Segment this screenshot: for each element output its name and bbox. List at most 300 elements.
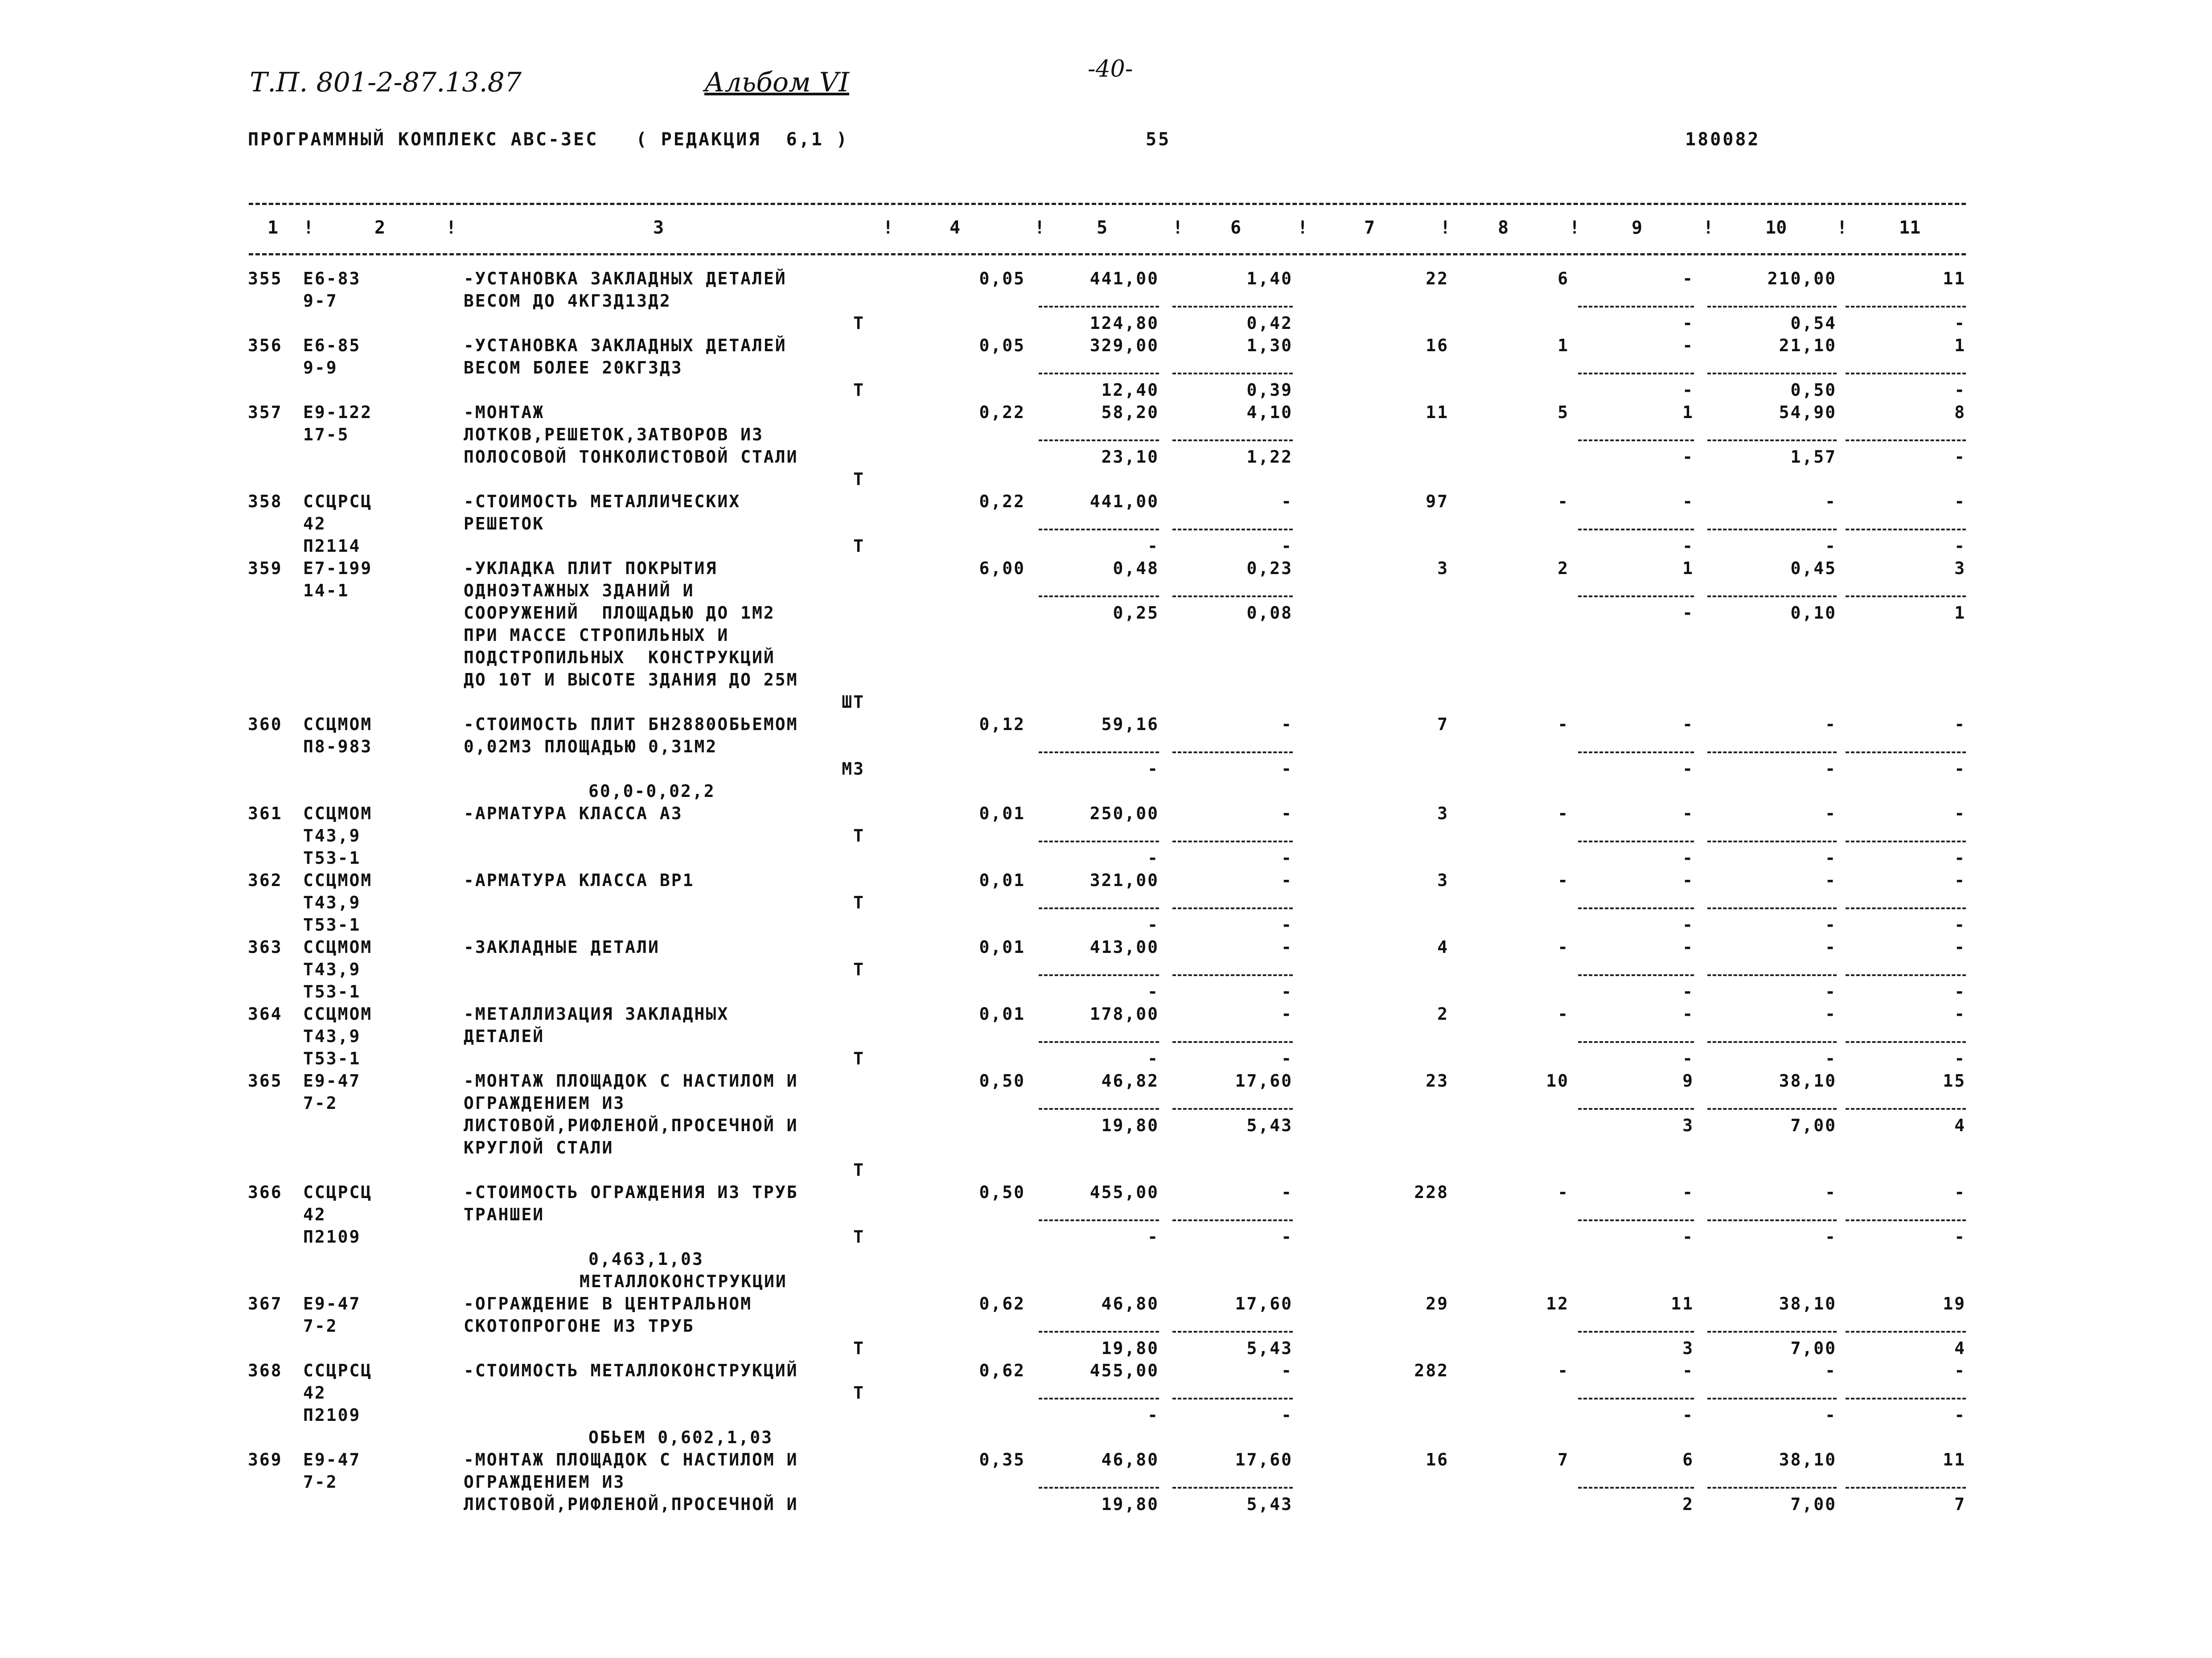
work-description: ОГРАЖДЕНИЕМ ИЗ <box>464 1093 625 1113</box>
row-line <box>0 312 2212 334</box>
work-description: ПОЛОСОВОЙ ТОНКОЛИСТОВОЙ СТАЛИ <box>464 447 798 467</box>
row-number: 364 <box>248 1004 283 1024</box>
quantity-value: 0,22 <box>979 402 1025 422</box>
machine-labor-total: - <box>1954 1049 1966 1068</box>
wage-value: - <box>1281 937 1293 957</box>
resource-code: ССЦМОМ <box>303 714 373 734</box>
machine-wage-total: - <box>1682 1405 1694 1425</box>
work-description: ВЕСОМ ДО 4КГЗД13Д2 <box>464 291 671 311</box>
row-number: 355 <box>248 269 283 288</box>
price-value: 178,00 <box>1090 1004 1159 1024</box>
row-line <box>0 446 2212 468</box>
subtotal-rule <box>1846 907 1966 909</box>
machine-wage-total: - <box>1682 759 1694 779</box>
work-description: КРУГЛОЙ СТАЛИ <box>464 1138 614 1157</box>
total-value: 22 <box>1426 269 1449 288</box>
resource-code: 42 <box>303 1383 326 1403</box>
subtotal-rule <box>1707 595 1837 597</box>
row-number: 357 <box>248 402 283 422</box>
measure-unit: Т <box>853 893 865 912</box>
price-value: 46,80 <box>1101 1294 1159 1313</box>
header-divider: ! <box>1440 218 1451 238</box>
subtotal-rule <box>1578 1487 1694 1489</box>
wage-total-value: 12 <box>1546 1294 1569 1313</box>
wage-total-value: 1 <box>1558 336 1569 355</box>
header-col-10: 10 <box>1765 218 1787 238</box>
row-line <box>0 691 2212 713</box>
work-description: ОГРАЖДЕНИЕМ ИЗ <box>464 1472 625 1492</box>
total-value: 7 <box>1437 714 1449 734</box>
machine-labor-total: - <box>1954 447 1966 467</box>
wage-value: - <box>1281 804 1293 823</box>
total-value: 3 <box>1437 558 1449 578</box>
machine-wage-value: - <box>1281 982 1293 1001</box>
subtotal-rule <box>1039 306 1159 308</box>
work-description: ДЕТАЛЕЙ <box>464 1026 545 1046</box>
row-number: 367 <box>248 1294 283 1313</box>
row-line <box>0 1047 2212 1070</box>
row-number: 366 <box>248 1182 283 1202</box>
row-note: 0,463,1,03 <box>588 1249 704 1269</box>
header-divider: ! <box>446 218 457 238</box>
row-line <box>0 802 2212 825</box>
machine-wage-value: - <box>1281 915 1293 935</box>
subtotal-rule <box>1039 1398 1159 1399</box>
labor-total-value: - <box>1954 1361 1966 1380</box>
labor-total-value: - <box>1954 1004 1966 1024</box>
labor-total-value: - <box>1954 804 1966 823</box>
row-line <box>0 1114 2212 1137</box>
subtotal-rule <box>1707 1219 1837 1221</box>
resource-code: ССЦРСЦ <box>303 1361 373 1380</box>
row-line <box>0 624 2212 646</box>
machine-labor-value: 0,50 <box>1790 380 1837 400</box>
wage-total-value: - <box>1558 804 1569 823</box>
resource-code: ССЦМОМ <box>303 870 373 890</box>
labor-value: - <box>1825 804 1837 823</box>
machine-wage-value: - <box>1281 759 1293 779</box>
machine-total-value: - <box>1682 714 1694 734</box>
table-row <box>0 334 2212 401</box>
subtotal-rule <box>1172 529 1293 530</box>
price-value: 46,80 <box>1101 1450 1159 1469</box>
labor-total-value: 3 <box>1954 558 1966 578</box>
price-value: 46,82 <box>1101 1071 1159 1091</box>
table-row <box>0 869 2212 936</box>
subtotal-rule <box>1707 306 1837 308</box>
resource-code: ССЦМОМ <box>303 804 373 823</box>
labor-total-value: - <box>1954 492 1966 511</box>
subtotal-rule <box>1039 1331 1159 1333</box>
machine-total-value: 6 <box>1682 1450 1694 1469</box>
table-row <box>0 557 2212 713</box>
row-line <box>0 1025 2212 1047</box>
work-description: -МЕТАЛЛИЗАЦИЯ ЗАКЛАДНЫХ <box>464 1004 729 1024</box>
price-value: 413,00 <box>1090 937 1159 957</box>
row-line <box>0 513 2212 535</box>
resource-code: 42 <box>303 1205 326 1224</box>
wage-value: - <box>1281 1004 1293 1024</box>
resource-code: Е6-83 <box>303 269 361 288</box>
machine-labor-total: - <box>1954 982 1966 1001</box>
document-number: 180082 <box>1685 129 1760 150</box>
work-description: СООРУЖЕНИЙ ПЛОЩАДЬЮ ДО 1М2 <box>464 603 775 623</box>
row-number: 369 <box>248 1450 283 1469</box>
row-line <box>0 646 2212 669</box>
row-line <box>0 602 2212 624</box>
labor-value: - <box>1825 492 1837 511</box>
measure-unit: Т <box>853 1227 865 1247</box>
subtotal-rule <box>1846 595 1966 597</box>
row-line <box>0 267 2212 290</box>
machine-price-value: 19,80 <box>1101 1116 1159 1135</box>
resource-code: Е7-199 <box>303 558 373 578</box>
machine-price-value: 124,80 <box>1090 313 1159 333</box>
wage-value: 1,40 <box>1246 269 1293 288</box>
machine-price-value: - <box>1147 1227 1159 1247</box>
row-line <box>0 379 2212 401</box>
resource-code: П2109 <box>303 1227 361 1247</box>
row-line <box>0 825 2212 847</box>
machine-wage-value: 5,43 <box>1246 1116 1293 1135</box>
subtotal-rule <box>1846 373 1966 374</box>
machine-total-value: - <box>1682 1361 1694 1380</box>
price-value: 0,48 <box>1113 558 1159 578</box>
table-row <box>0 1181 2212 1248</box>
subtotal-rule <box>1707 1041 1837 1043</box>
table-header-rule <box>249 253 1966 255</box>
resource-code: П2109 <box>303 1405 361 1425</box>
header-col-6: 6 <box>1230 218 1242 238</box>
labor-value: 38,10 <box>1779 1071 1837 1091</box>
machine-labor-total: - <box>1954 1405 1966 1425</box>
resource-code: Е9-47 <box>303 1294 361 1313</box>
row-line <box>0 1092 2212 1114</box>
machine-wage-total: 3 <box>1682 1116 1694 1135</box>
row-note-line <box>0 780 2212 802</box>
album-label: Альбом VI <box>704 67 849 98</box>
labor-value: - <box>1825 1004 1837 1024</box>
subtotal-rule <box>1707 974 1837 976</box>
measure-unit: Т <box>853 469 865 489</box>
subtotal-rule <box>1707 1108 1837 1110</box>
machine-price-value: 19,80 <box>1101 1494 1159 1514</box>
work-description: ПРИ МАССЕ СТРОПИЛЬНЫХ И <box>464 625 729 645</box>
row-note: ОБЬЕМ 0,602,1,03 <box>588 1428 773 1447</box>
machine-wage-total: - <box>1682 982 1694 1001</box>
price-value: 441,00 <box>1090 269 1159 288</box>
subtotal-rule <box>1846 1331 1966 1333</box>
quantity-value: 0,62 <box>979 1294 1025 1313</box>
subtotal-rule <box>1578 907 1694 909</box>
resource-code: ССЦМОМ <box>303 1004 373 1024</box>
subtotal-rule <box>1039 439 1159 441</box>
machine-labor-value: 7,00 <box>1790 1494 1837 1514</box>
subtotal-rule <box>1172 841 1293 842</box>
resource-code: Т43,9 <box>303 960 361 979</box>
wage-total-value: 7 <box>1558 1450 1569 1469</box>
work-description: -СТОИМОСТЬ ОГРАЖДЕНИЯ ИЗ ТРУБ <box>464 1182 798 1202</box>
subtotal-rule <box>1172 595 1293 597</box>
machine-labor-value: 1,57 <box>1790 447 1837 467</box>
subtotal-rule <box>1846 1219 1966 1221</box>
quantity-value: 0,05 <box>979 269 1025 288</box>
machine-price-value: - <box>1147 759 1159 779</box>
subtotal-rule <box>1578 306 1694 308</box>
machine-labor-value: - <box>1825 982 1837 1001</box>
table-row <box>0 936 2212 1003</box>
row-number: 363 <box>248 937 283 957</box>
wage-value: 4,10 <box>1246 402 1293 422</box>
machine-labor-value: - <box>1825 848 1837 868</box>
row-line <box>0 1382 2212 1404</box>
quantity-value: 6,00 <box>979 558 1025 578</box>
subtotal-rule <box>1039 841 1159 842</box>
header-col-3: 3 <box>653 218 664 238</box>
measure-unit: Т <box>853 1160 865 1180</box>
labor-value: - <box>1825 1182 1837 1202</box>
machine-price-value: - <box>1147 1049 1159 1068</box>
row-line <box>0 958 2212 981</box>
resource-code: 7-2 <box>303 1316 338 1336</box>
labor-total-value: 11 <box>1943 269 1966 288</box>
subtotal-rule <box>1846 841 1966 842</box>
work-description: РЕШЕТОК <box>464 514 545 534</box>
wage-total-value: 10 <box>1546 1071 1569 1091</box>
machine-labor-total: 4 <box>1954 1116 1966 1135</box>
row-line <box>0 847 2212 869</box>
subtotal-rule <box>1707 373 1837 374</box>
labor-value: 21,10 <box>1779 336 1837 355</box>
row-line <box>0 869 2212 891</box>
wage-total-value: 6 <box>1558 269 1569 288</box>
machine-price-value: - <box>1147 536 1159 556</box>
work-description: ЛОТКОВ,РЕШЕТОК,ЗАТВОРОВ ИЗ <box>464 425 764 444</box>
machine-wage-total: 2 <box>1682 1494 1694 1514</box>
subtotal-rule <box>1172 1487 1293 1489</box>
work-description: ВЕСОМ БОЛЕЕ 20КГЗД3 <box>464 358 683 378</box>
total-value: 23 <box>1426 1071 1449 1091</box>
work-description: ЛИСТОВОЙ,РИФЛЕНОЙ,ПРОСЕЧНОЙ И <box>464 1116 798 1135</box>
labor-value: 210,00 <box>1767 269 1837 288</box>
measure-unit: М3 <box>842 759 865 779</box>
machine-labor-total: - <box>1954 848 1966 868</box>
resource-code: Т53-1 <box>303 848 361 868</box>
wage-total-value: - <box>1558 714 1569 734</box>
work-description: СКОТОПРОГОНЕ ИЗ ТРУБ <box>464 1316 695 1336</box>
wage-total-value: 5 <box>1558 402 1569 422</box>
subtotal-rule <box>1846 529 1966 530</box>
work-description: ПОДСТРОПИЛЬНЫХ КОНСТРУКЦИЙ <box>464 648 775 667</box>
machine-price-value: - <box>1147 982 1159 1001</box>
work-description: -АРМАТУРА КЛАССА ВР1 <box>464 870 695 890</box>
subtotal-rule <box>1846 306 1966 308</box>
wage-total-value: - <box>1558 1361 1569 1380</box>
machine-labor-value: 0,54 <box>1790 313 1837 333</box>
row-note-line <box>0 1248 2212 1270</box>
quantity-value: 0,01 <box>979 870 1025 890</box>
total-value: 16 <box>1426 336 1449 355</box>
subtotal-rule <box>1707 751 1837 753</box>
machine-total-value: 9 <box>1682 1071 1694 1091</box>
wage-value: - <box>1281 1182 1293 1202</box>
row-line <box>0 713 2212 735</box>
resource-code: Е9-47 <box>303 1450 361 1469</box>
wage-value: - <box>1281 714 1293 734</box>
subtotal-rule <box>1039 595 1159 597</box>
machine-total-value: - <box>1682 937 1694 957</box>
row-line <box>0 1203 2212 1226</box>
header-col-2: 2 <box>374 218 386 238</box>
resource-code: Т53-1 <box>303 915 361 935</box>
subtotal-rule <box>1039 751 1159 753</box>
row-line <box>0 981 2212 1003</box>
machine-wage-value: 0,42 <box>1246 313 1293 333</box>
labor-total-value: 19 <box>1943 1294 1966 1313</box>
row-number: 362 <box>248 870 283 890</box>
subtotal-rule <box>1172 751 1293 753</box>
wage-value: 0,23 <box>1246 558 1293 578</box>
subtotal-rule <box>1172 306 1293 308</box>
subtotal-rule <box>1172 974 1293 976</box>
price-value: 321,00 <box>1090 870 1159 890</box>
machine-total-value: - <box>1682 870 1694 890</box>
total-value: 4 <box>1437 937 1449 957</box>
row-line <box>0 535 2212 557</box>
total-value: 29 <box>1426 1294 1449 1313</box>
work-description: -МОНТАЖ <box>464 402 545 422</box>
machine-wage-value: - <box>1281 1049 1293 1068</box>
machine-wage-value: - <box>1281 536 1293 556</box>
machine-labor-total: 4 <box>1954 1338 1966 1358</box>
machine-wage-value: 1,22 <box>1246 447 1293 467</box>
quantity-value: 0,12 <box>979 714 1025 734</box>
machine-wage-value: 5,43 <box>1246 1338 1293 1358</box>
subtotal-rule <box>1039 1108 1159 1110</box>
machine-labor-value: - <box>1825 759 1837 779</box>
subtotal-rule <box>1578 1219 1694 1221</box>
measure-unit: Т <box>853 313 865 333</box>
quantity-value: 0,01 <box>979 1004 1025 1024</box>
table-row <box>0 1070 2212 1181</box>
machine-wage-total: - <box>1682 848 1694 868</box>
measure-unit: ШТ <box>842 692 865 712</box>
wage-total-value: - <box>1558 870 1569 890</box>
machine-wage-total: - <box>1682 1227 1694 1247</box>
row-line <box>0 1471 2212 1493</box>
subtotal-rule <box>1846 751 1966 753</box>
wage-total-value: - <box>1558 1182 1569 1202</box>
resource-code: ССЦМОМ <box>303 937 373 957</box>
machine-price-value: - <box>1147 848 1159 868</box>
row-line <box>0 1003 2212 1025</box>
measure-unit: Т <box>853 536 865 556</box>
measure-unit: Т <box>853 960 865 979</box>
resource-code: Т43,9 <box>303 893 361 912</box>
machine-labor-total: - <box>1954 915 1966 935</box>
page-number: -40- <box>1088 56 1133 82</box>
table-top-rule <box>249 203 1966 205</box>
wage-value: - <box>1281 870 1293 890</box>
machine-labor-total: - <box>1954 536 1966 556</box>
labor-total-value: - <box>1954 714 1966 734</box>
row-line <box>0 1449 2212 1471</box>
work-description: ОДНОЭТАЖНЫХ ЗДАНИЙ И <box>464 581 695 600</box>
subtotal-rule <box>1707 907 1837 909</box>
subtotal-rule <box>1578 373 1694 374</box>
labor-value: 54,90 <box>1779 402 1837 422</box>
header-col-5: 5 <box>1097 218 1108 238</box>
table-row <box>0 267 2212 334</box>
machine-total-value: - <box>1682 492 1694 511</box>
resource-code: Т43,9 <box>303 826 361 845</box>
labor-total-value: 15 <box>1943 1071 1966 1091</box>
quantity-value: 0,62 <box>979 1361 1025 1380</box>
table-row <box>0 401 2212 490</box>
price-value: 250,00 <box>1090 804 1159 823</box>
row-number: 360 <box>248 714 283 734</box>
resource-code: П2114 <box>303 536 361 556</box>
machine-wage-total: - <box>1682 915 1694 935</box>
labor-value: - <box>1825 937 1837 957</box>
row-line <box>0 1226 2212 1248</box>
table-row <box>0 1003 2212 1070</box>
subtotal-rule <box>1578 595 1694 597</box>
row-number: 359 <box>248 558 283 578</box>
row-line <box>0 1293 2212 1315</box>
work-description: -МОНТАЖ ПЛОЩАДОК С НАСТИЛОМ И <box>464 1450 798 1469</box>
measure-unit: Т <box>853 1338 865 1358</box>
row-note: 60,0-0,02,2 <box>588 781 715 801</box>
wage-value: 17,60 <box>1235 1450 1293 1469</box>
labor-value: 38,10 <box>1779 1450 1837 1469</box>
row-line <box>0 735 2212 758</box>
work-description: ДО 10Т И ВЫСОТЕ ЗДАНИЯ ДО 25М <box>464 670 798 689</box>
subtotal-rule <box>1707 529 1837 530</box>
row-number: 358 <box>248 492 283 511</box>
row-note: МЕТАЛЛОКОНСТРУКЦИИ <box>580 1272 787 1291</box>
total-value: 2 <box>1437 1004 1449 1024</box>
row-line <box>0 1137 2212 1159</box>
labor-value: - <box>1825 870 1837 890</box>
price-value: 59,16 <box>1101 714 1159 734</box>
row-line <box>0 468 2212 490</box>
work-description: -УСТАНОВКА ЗАКЛАДНЫХ ДЕТАЛЕЙ <box>464 269 787 288</box>
machine-labor-total: - <box>1954 1227 1966 1247</box>
row-line <box>0 1337 2212 1359</box>
machine-wage-total: - <box>1682 536 1694 556</box>
work-description: -ОГРАЖДЕНИЕ В ЦЕНТРАЛЬНОМ <box>464 1294 752 1313</box>
row-line <box>0 1493 2212 1515</box>
labor-total-value: - <box>1954 937 1966 957</box>
quantity-value: 0,01 <box>979 804 1025 823</box>
header-divider: ! <box>1172 218 1184 238</box>
machine-wage-value: - <box>1281 1227 1293 1247</box>
machine-wage-value: - <box>1281 1405 1293 1425</box>
header-divider: ! <box>1034 218 1045 238</box>
header-col-8: 8 <box>1498 218 1509 238</box>
machine-total-value: 11 <box>1671 1294 1694 1313</box>
wage-total-value: 2 <box>1558 558 1569 578</box>
wage-value: - <box>1281 492 1293 511</box>
wage-total-value: - <box>1558 1004 1569 1024</box>
work-description: -СТОИМОСТЬ МЕТАЛЛОКОНСТРУКЦИЙ <box>464 1361 798 1380</box>
work-description: -СТОИМОСТЬ МЕТАЛЛИЧЕСКИХ <box>464 492 741 511</box>
subtotal-rule <box>1846 439 1966 441</box>
estimate-table-body <box>0 267 2212 1515</box>
subtotal-rule <box>1707 841 1837 842</box>
total-value: 11 <box>1426 402 1449 422</box>
